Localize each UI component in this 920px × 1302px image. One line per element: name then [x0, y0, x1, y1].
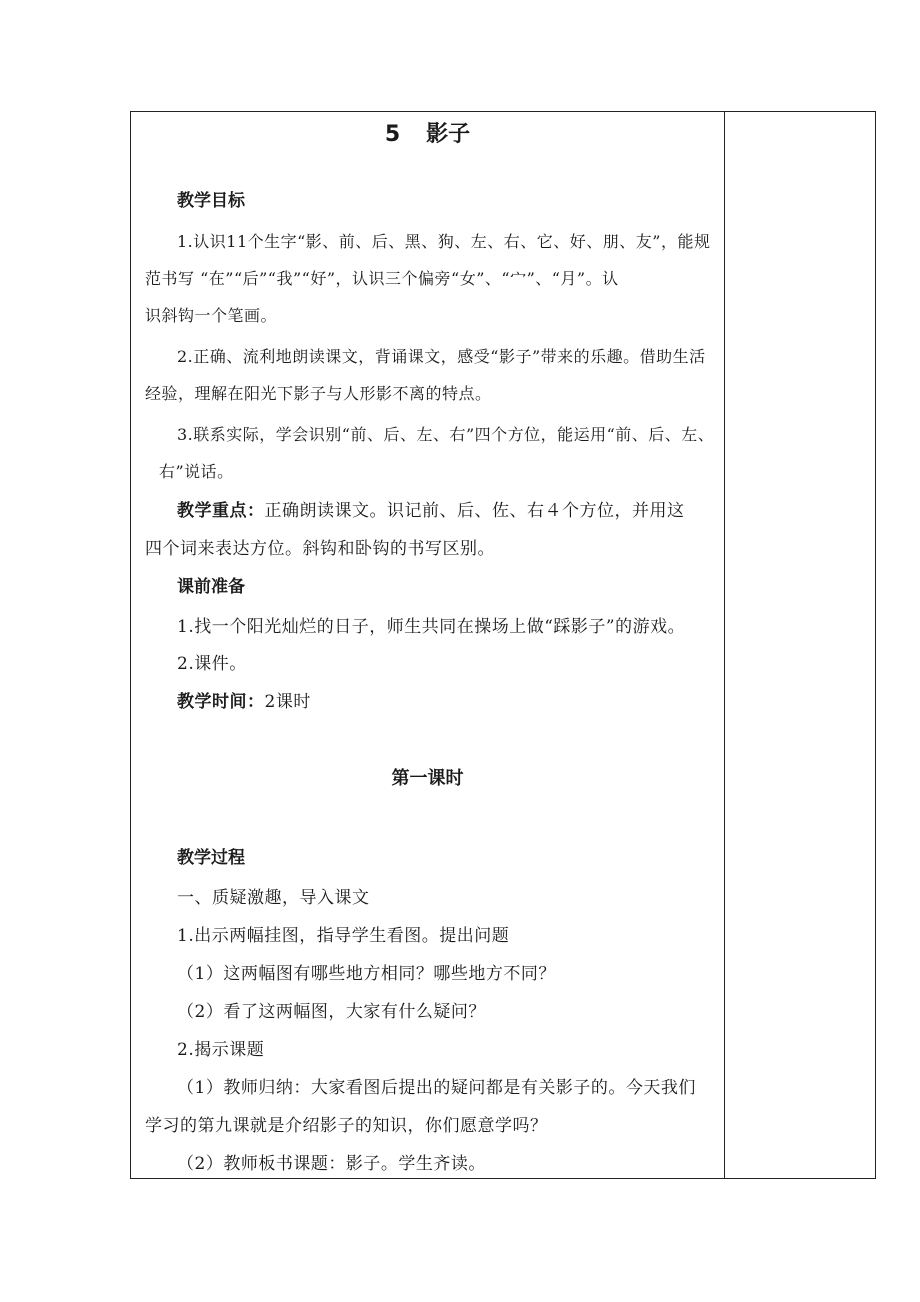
lesson-title-text: 影子 — [426, 122, 471, 147]
lesson-title — [131, 120, 724, 150]
teaching-time — [177, 691, 311, 713]
objective-1-line-3: 识斜钩一个笔画。 — [145, 306, 278, 325]
process-line-5: 2.揭示课题 — [177, 1040, 265, 1060]
process-line-7: 学习的第九课就是介绍影子的知识，你们愿意学吗？ — [145, 1116, 548, 1136]
teaching-time-label: 教学时间： — [177, 692, 265, 712]
lesson-number: 5 — [384, 122, 401, 147]
key-points-line-1 — [177, 500, 685, 522]
process-line-6: （1）教师归纳：大家看图后提出的疑问都是有关影子的。今天我们 — [177, 1078, 696, 1098]
teaching-time-value: 2课时 — [264, 692, 311, 712]
process-line-3: （1）这两幅图有哪些地方相同？哪些地方不同？ — [177, 964, 556, 984]
process-line-8: （2）教师板书课题：影子。学生齐读。 — [177, 1154, 486, 1174]
process-line-1: 一、质疑激趣，导入课文 — [177, 888, 370, 908]
objective-3-line-1: 3.联系实际，学会识别“前、后、左、右”四个方位，能运用“前、后、左、 — [177, 425, 715, 444]
key-points-text-1: 正确朗读课文。识记前、后、佐、右４个方位，并用这 — [264, 501, 685, 521]
process-line-4: （2）看了这两幅图，大家有什么疑问？ — [177, 1002, 486, 1022]
notes-cell — [725, 112, 875, 1178]
first-lesson-heading: 第一课时 — [391, 768, 464, 789]
objective-1-line-2: 范书写 “在”“后”“我”“好”，认识三个偏旁“女”、“宀”、“月”。认 — [145, 269, 619, 288]
objective-1-line-1: 1.认识11个生字“影、前、后、黑、狗、左、右、它、好、朋、友”，能规 — [177, 232, 711, 251]
key-points-label: 教学重点： — [177, 501, 265, 521]
preparation-item-2: 2.课件。 — [177, 654, 247, 674]
objective-2-line-2: 经验，理解在阳光下影子与人形影不离的特点。 — [145, 384, 492, 403]
objective-2-line-1: 2.正确、流利地朗读课文，背诵课文，感受“影子”带来的乐趣。借助生活 — [177, 347, 706, 366]
preparation-heading: 课前准备 — [177, 577, 245, 597]
objectives-heading: 教学目标 — [177, 191, 245, 211]
objective-3-line-2: 右”说话。 — [159, 462, 234, 481]
lesson-plan-table — [130, 111, 876, 1179]
key-points-line-2: 四个词来表达方位。斜钩和卧钩的书写区别。 — [145, 539, 495, 559]
preparation-item-1: 1.找一个阳光灿烂的日子，师生共同在操场上做“踩影子”的游戏。 — [177, 617, 686, 637]
process-line-2: 1.出示两幅挂图，指导学生看图。提出问题 — [177, 926, 510, 946]
main-content-cell — [131, 112, 724, 1178]
process-heading: 教学过程 — [177, 848, 245, 868]
